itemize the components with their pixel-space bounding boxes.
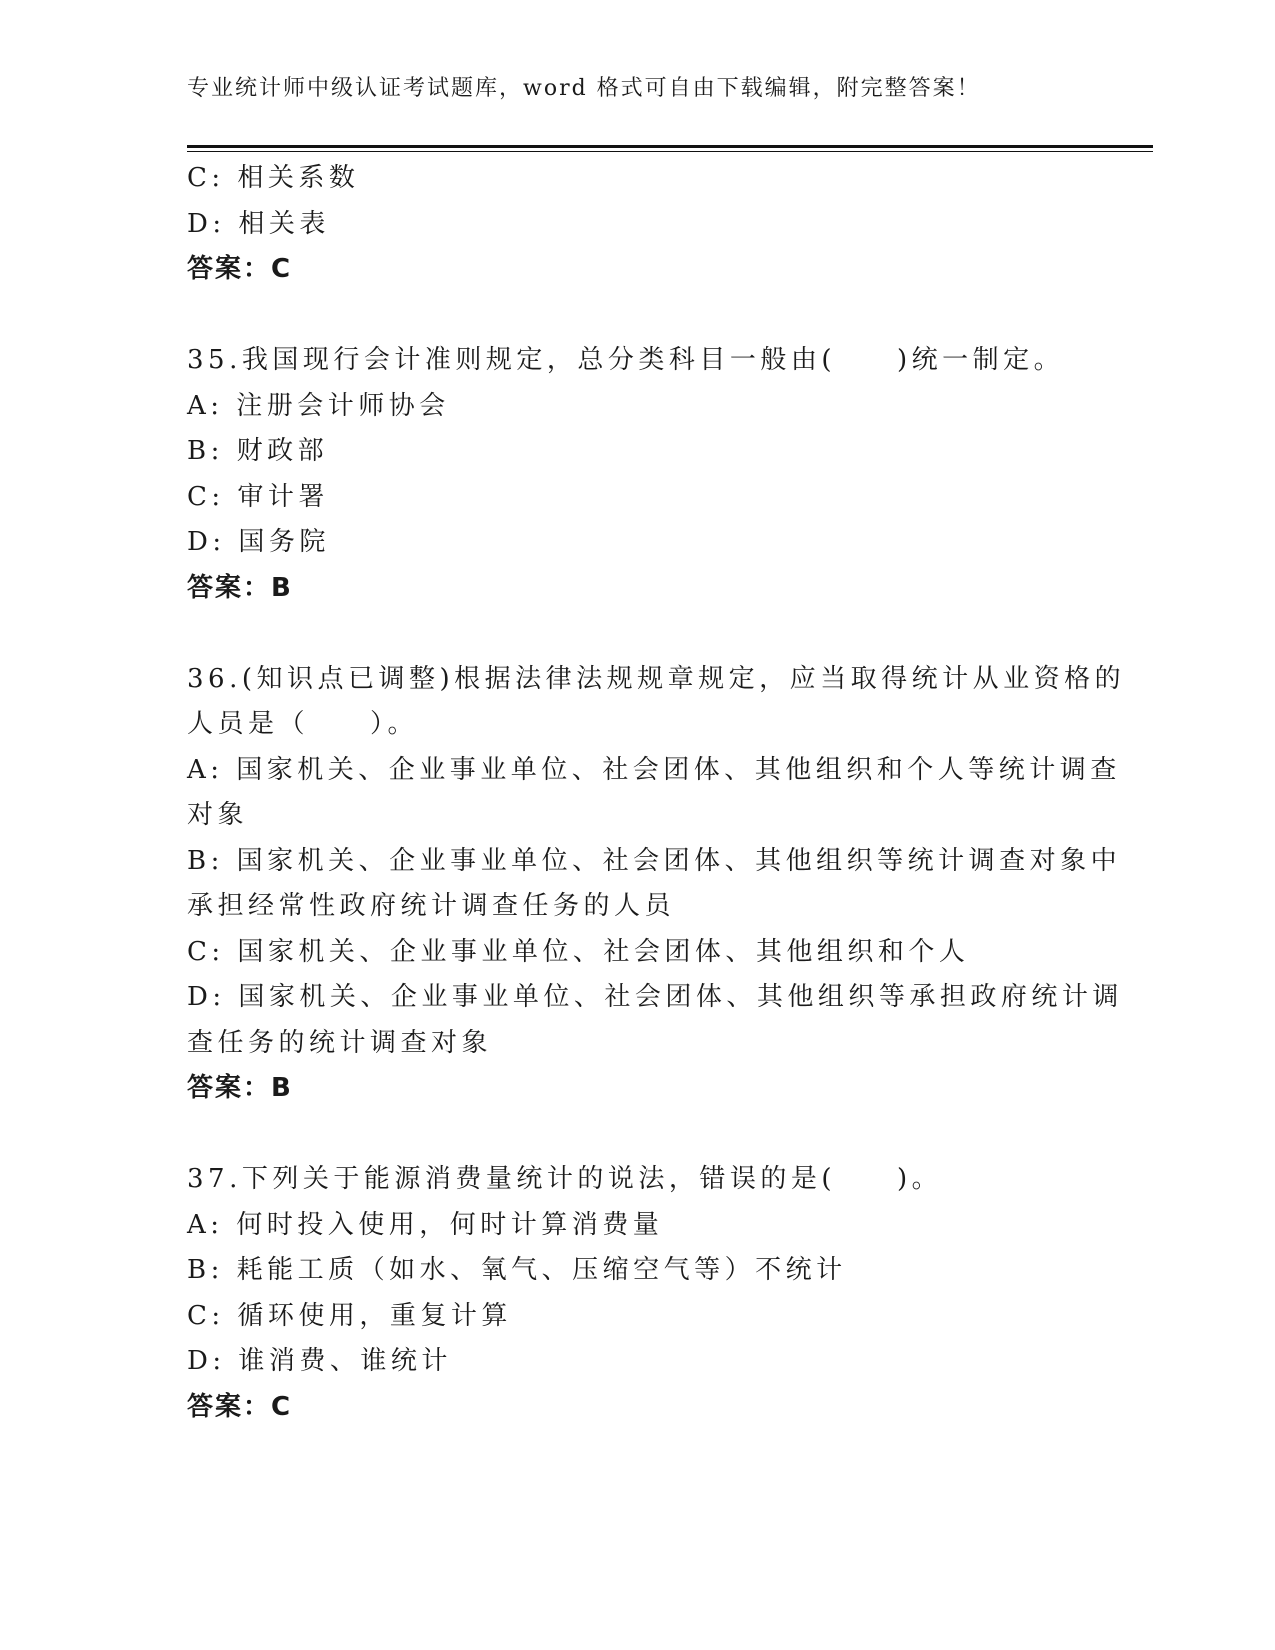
option-line: B: 耗能工质（如水、氧气、压缩空气等）不统计 xyxy=(187,1255,847,1285)
answer-line: 答案：B xyxy=(187,572,293,603)
question-stem: 35.我国现行会计准则规定，总分类科目一般由( )统一制定。 xyxy=(187,345,1065,375)
question-content xyxy=(187,156,1126,1430)
option-line: A: 何时投入使用，何时计算消费量 xyxy=(187,1209,664,1240)
question-stem-continued: 人员是（ ）。 xyxy=(187,709,419,739)
option-line: A: 注册会计师协会 xyxy=(187,390,450,421)
option-line: D: 国家机关、企业事业单位、社会团体、其他组织等承担政府统计调 xyxy=(187,982,1123,1012)
option-line-continued: 承担经常性政府统计调查任务的人员 xyxy=(187,891,676,921)
option-line-continued: 查任务的统计调查对象 xyxy=(187,1027,493,1058)
option-line: D: 国务院 xyxy=(187,527,330,557)
spacer xyxy=(187,293,1077,339)
option-line-continued: 对象 xyxy=(187,800,249,830)
answer-line: 答案：C xyxy=(187,254,293,284)
option-line: C: 审计署 xyxy=(187,481,329,512)
answer-line: 答案：B xyxy=(187,1073,293,1103)
question-stem: 36.(知识点已调整)根据法律法规规章规定，应当取得统计从业资格的 xyxy=(187,663,1126,694)
option-line: C: 相关系数 xyxy=(187,163,360,193)
option-line: B: 财政部 xyxy=(187,436,329,466)
header-rule-thick xyxy=(187,145,1153,148)
option-line: D: 谁消费、谁统计 xyxy=(187,1346,452,1376)
option-line: A: 国家机关、企业事业单位、社会团体、其他组织和个人等统计调查 xyxy=(187,754,1121,785)
option-line: B: 国家机关、企业事业单位、社会团体、其他组织等统计调查对象中 xyxy=(187,845,1122,876)
answer-line: 答案：C xyxy=(187,1391,293,1422)
header-note: 专业统计师中级认证考试题库，word 格式可自由下载编辑，附完整答案！ xyxy=(187,76,981,101)
option-line: C: 循环使用，重复计算 xyxy=(187,1300,512,1331)
spacer xyxy=(187,611,1077,657)
spacer xyxy=(187,1112,1077,1158)
option-line: D: 相关表 xyxy=(187,208,330,239)
option-line: C: 国家机关、企业事业单位、社会团体、其他组织和个人 xyxy=(187,936,970,967)
header-rule-thin xyxy=(187,151,1153,152)
question-stem: 37.下列关于能源消费量统计的说法，错误的是( )。 xyxy=(187,1164,943,1194)
